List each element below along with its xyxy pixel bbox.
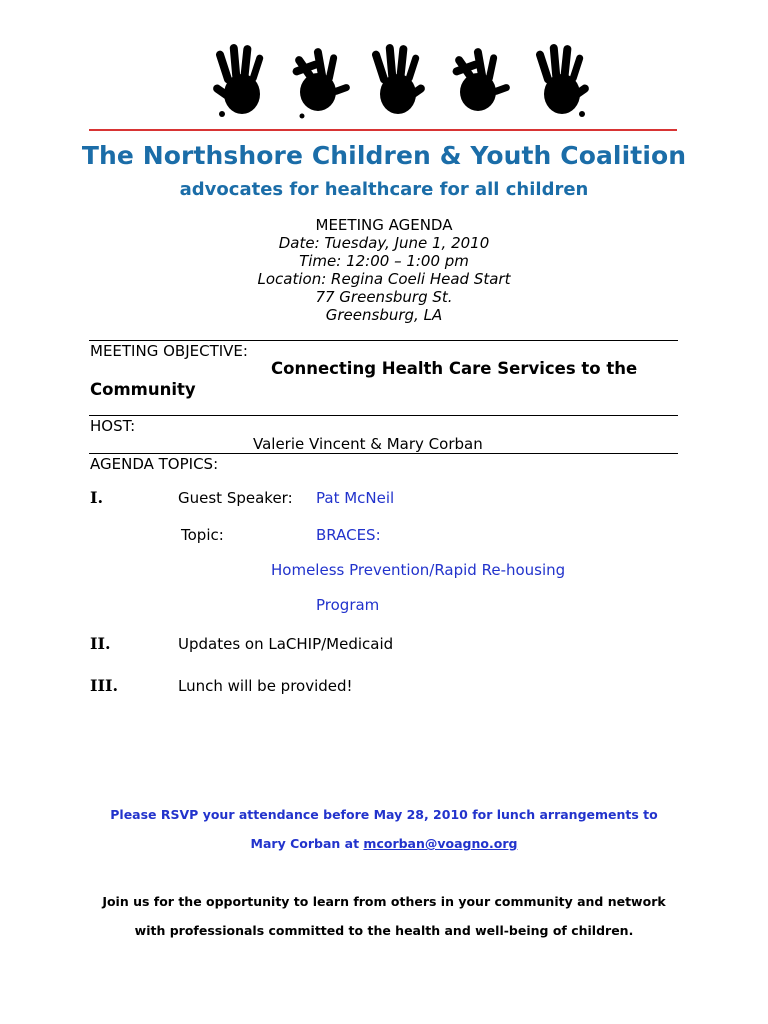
topic-label: Topic: <box>181 526 224 544</box>
rsvp-email-link[interactable]: mcorban@voagno.org <box>363 836 518 851</box>
rsvp-line-2 <box>0 836 768 851</box>
topic-line-3: Program <box>316 596 380 614</box>
meeting-street: 77 Greensburg St. <box>315 288 453 306</box>
objective-line-1: Connecting Health Care Services to the <box>271 359 638 378</box>
objective-line-2: Community <box>90 380 196 399</box>
meeting-city: Greensburg, LA <box>325 306 443 324</box>
rsvp-line-1: Please RSVP your attendance before May 28, 2010 for lunch arrangements to <box>110 807 658 822</box>
handprint-icon <box>366 42 428 120</box>
join-line-2: with professionals committed to the health and well-being of children. <box>134 923 634 938</box>
agenda-item-3-text: Lunch will be provided! <box>178 677 353 695</box>
topic-line-2: Homeless Prevention/Rapid Re-housing <box>271 561 566 579</box>
agenda-item-2-numeral: II. <box>90 634 111 653</box>
handprint-icon <box>210 42 272 120</box>
topic-line-1: BRACES: <box>316 526 381 544</box>
guest-speaker-name: Pat McNeil <box>316 489 395 507</box>
section-rule <box>89 453 678 454</box>
meeting-location: Location: Regina Coeli Head Start <box>257 270 511 288</box>
handprint-icon <box>530 42 592 120</box>
org-tagline: advocates for healthcare for all children <box>179 179 589 200</box>
objective-label: MEETING OBJECTIVE: <box>90 342 248 360</box>
agenda-item-2-text: Updates on LaCHIP/Medicaid <box>178 635 394 653</box>
meeting-date: Date: Tuesday, June 1, 2010 <box>278 234 490 252</box>
agenda-item-3-numeral: III. <box>90 676 119 695</box>
join-line-1: Join us for the opportunity to learn from others in your community and network <box>102 894 666 909</box>
org-title: The Northshore Children & Youth Coalition <box>81 141 687 170</box>
host-label: HOST: <box>90 417 136 435</box>
host-names: Valerie Vincent & Mary Corban <box>253 435 483 453</box>
handprint-icon <box>448 42 510 120</box>
rsvp-contact: Mary Corban at <box>250 836 360 851</box>
handprints-banner <box>200 42 600 120</box>
section-rule <box>89 340 678 341</box>
agenda-item-1-numeral: I. <box>90 488 104 507</box>
header-divider <box>89 129 677 131</box>
handprint-icon <box>288 42 350 120</box>
agenda-label: AGENDA TOPICS: <box>90 455 219 473</box>
agenda-heading: MEETING AGENDA <box>315 216 453 234</box>
meeting-time: Time: 12:00 – 1:00 pm <box>299 252 469 270</box>
guest-speaker-label: Guest Speaker: <box>178 489 293 507</box>
section-rule <box>89 415 678 416</box>
